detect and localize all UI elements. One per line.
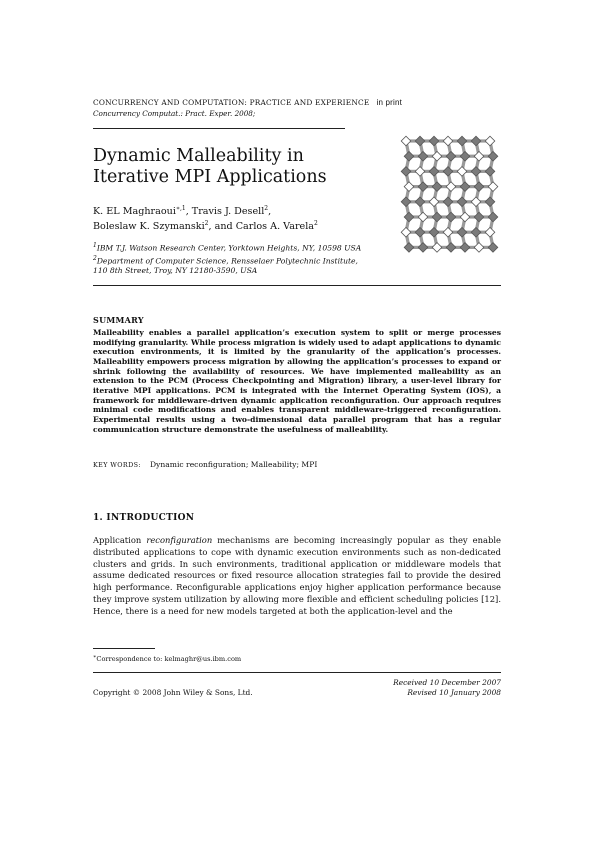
affiliation-1 [93, 241, 403, 254]
grid-node [474, 151, 484, 161]
grid-node [418, 243, 428, 253]
author-name: , Travis J. Desell [185, 206, 265, 218]
grid-node [471, 136, 481, 146]
grid-node [418, 182, 428, 192]
title-line-1: Dynamic Malleability in [93, 146, 304, 166]
grid-node [457, 136, 467, 146]
journal-title: CONCURRENCY AND COMPUTATION: PRACTICE AND EXPERIENCE [93, 98, 370, 107]
grid-node [474, 212, 484, 222]
affiliation-text: Department of Computer Science, Rensselaer Polytechnic Institute, [96, 256, 358, 266]
grid-node [443, 136, 453, 146]
grid-node [485, 167, 495, 177]
grid-node [404, 243, 414, 253]
header-rule [93, 128, 345, 129]
grid-node [415, 227, 425, 237]
keywords [93, 460, 317, 469]
print-status: in print [376, 98, 403, 107]
grid-node [429, 227, 439, 237]
grid-node [401, 136, 411, 146]
copyright: Copyright © 2008 John Wiley & Sons, Ltd. [93, 688, 253, 697]
author-sep: , [268, 206, 272, 218]
intro-body: mechanisms are becoming increasingly popular as they enable distributed applications to cope with dynamic execution environments such as non-dedicated clusters and grids. In such environments, traditional application or middleware models that assume dedicated resources or fixed resource allocation strategies fail to provide the desired high performance. Reconfigurable applications enjoy higher application performance because they improve system utilization by allowing more flexible and efficient scheduling policies [12]. Hence, there is a need for new models targeted at both the application-level and the [93, 535, 501, 616]
grid-node [443, 197, 453, 207]
journal-citation: Concurrency Computat.: Pract. Exper. 2008; [93, 109, 256, 118]
footnote [93, 654, 241, 663]
footnote-text: Correspondence to: kelmaghr@us.ibm.com [96, 655, 242, 664]
grid-node [418, 212, 428, 222]
authors-line-2 [93, 218, 373, 233]
affiliation-mark: 2 [93, 254, 97, 262]
grid-node [471, 197, 481, 207]
author-name: , and Carlos A. Varela [208, 221, 314, 233]
grid-node [485, 227, 495, 237]
grid-node [446, 151, 456, 161]
grid-node [443, 227, 453, 237]
grid-node [460, 151, 470, 161]
grid-node [432, 151, 442, 161]
grid-node [404, 151, 414, 161]
grid-node [485, 136, 495, 146]
revised-date: Revised 10 January 2008 [407, 687, 501, 697]
grid-node [415, 167, 425, 177]
author-name: Boleslaw K. Szymanski [93, 221, 205, 233]
grid-node [457, 227, 467, 237]
grid-node [471, 227, 481, 237]
grid-node [404, 212, 414, 222]
grid-node [443, 167, 453, 177]
footer-rule [93, 672, 501, 673]
grid-node [415, 197, 425, 207]
grid-node [432, 243, 442, 253]
grid-node [474, 243, 484, 253]
grid-node [401, 167, 411, 177]
grid-node [401, 197, 411, 207]
keywords-value: Dynamic reconfiguration; Malleability; MPI [149, 460, 318, 469]
journal-grid-logo [398, 131, 502, 259]
grid-node [471, 167, 481, 177]
paper-title [93, 146, 373, 188]
summary-heading: SUMMARY [93, 315, 144, 325]
grid-node [418, 151, 428, 161]
footnote-mark: ∗ [93, 654, 97, 660]
author-name: K. EL Maghraoui [93, 206, 176, 218]
affiliations [93, 241, 403, 277]
keywords-label: KEY WORDS: [93, 461, 141, 469]
intro-lead: Application [93, 535, 147, 545]
grid-node [457, 197, 467, 207]
affiliation-2 [93, 254, 403, 267]
section-heading-introduction: 1. INTRODUCTION [93, 513, 195, 523]
footnote-rule [93, 648, 155, 649]
grid-node [415, 136, 425, 146]
received-dates [360, 678, 501, 697]
author-mark: 2 [314, 220, 318, 228]
received-date: Received 10 December 2007 [393, 678, 501, 687]
grid-node [488, 182, 498, 192]
grid-node [429, 197, 439, 207]
introduction-text [93, 535, 501, 618]
summary-text: Malleability enables a parallel application’s execution system to split or merge processes modifying granularity. While process migration is widely used to adapt applications to dynamic execution environments, it is limited by the granularity of the application’s processes. Malleability empowers process migration by allowing the application’s processes to expand or shrink following the availability of resources. We have implemented malleability as an extension to the PCM (Process Checkpointing and Migration) library, a user-level library for iterative MPI applications. PCM is integrated with the Internet Operating System (IOS), a framework for middleware-driven dynamic application reconfiguration. Our approach requires minimal code modifications and enables transparent middleware-triggered reconfiguration. Experimental results using a two-dimensional data parallel program that has a regular communication structure demonstrate the usefulness of malleability. [93, 328, 501, 434]
grid-node [460, 182, 470, 192]
title-line-2: Iterative MPI Applications [93, 167, 327, 187]
grid-node [460, 243, 470, 253]
grid-node [432, 182, 442, 192]
grid-node [446, 182, 456, 192]
author-mark: ∗,1 [175, 205, 186, 212]
author-mark: 2 [264, 205, 269, 212]
grid-node [457, 167, 467, 177]
grid-node [429, 167, 439, 177]
author-mark: 2 [204, 220, 209, 228]
grid-node [474, 182, 484, 192]
intro-emphasis: reconfiguration [146, 535, 213, 545]
affiliation-text: IBM T.J. Watson Research Center, Yorktown Heights, NY, 10598 USA [96, 243, 362, 253]
grid-node [488, 212, 498, 222]
grid-node [446, 212, 456, 222]
grid-node [488, 243, 498, 253]
affiliation-mark: 1 [93, 242, 97, 249]
grid-node [485, 197, 495, 207]
grid-node [488, 151, 498, 161]
grid-node [401, 227, 411, 237]
journal-name [93, 98, 402, 107]
grid-node [432, 212, 442, 222]
title-block-rule [93, 285, 501, 286]
author-list [93, 203, 373, 234]
grid-node [446, 243, 456, 253]
affiliation-2-address: 110 8th Street, Troy, NY 12180-3590, USA [93, 266, 258, 276]
grid-node [429, 136, 439, 146]
grid-node [460, 212, 470, 222]
authors-line-1 [93, 203, 373, 218]
grid-node [404, 182, 414, 192]
